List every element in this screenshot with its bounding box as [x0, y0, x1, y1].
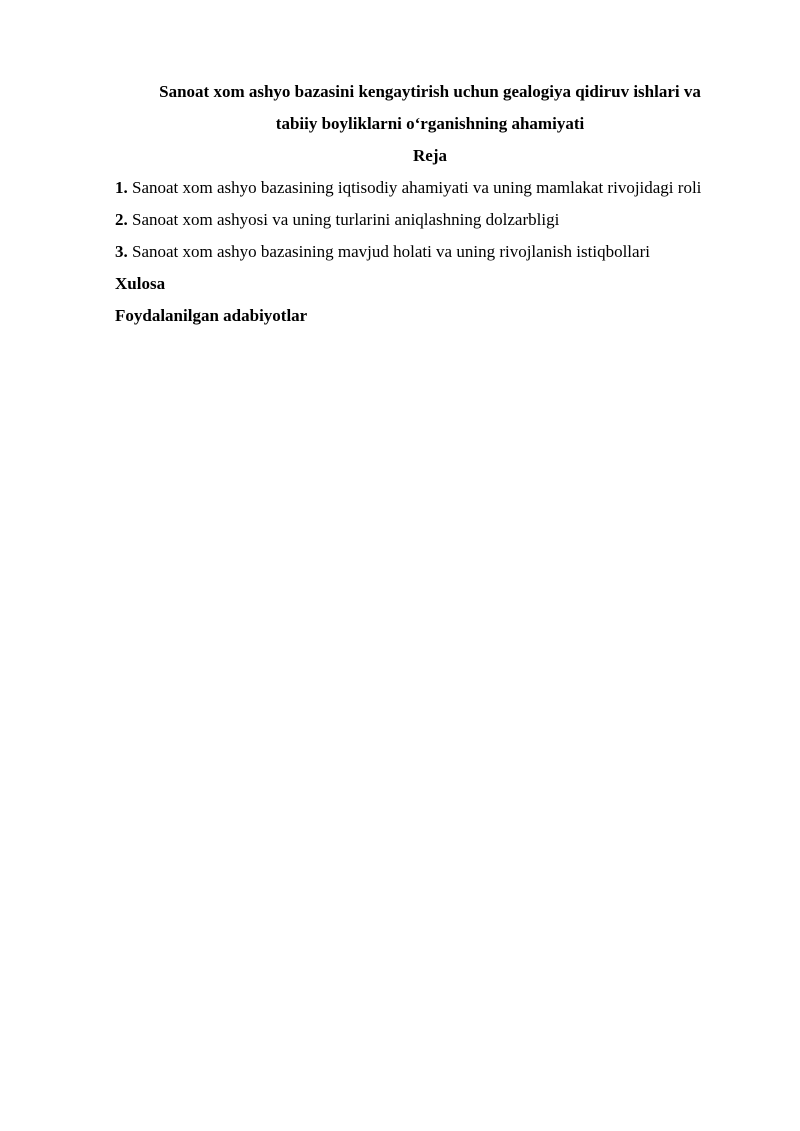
plan-item-number: 1.: [115, 178, 128, 197]
references-heading: Foydalanilgan adabiyotlar: [115, 306, 308, 325]
document-title: [115, 76, 735, 140]
plan-item-3: [115, 236, 735, 268]
plan-item-text: Sanoat xom ashyo bazasining iqtisodiy ahamiyati va uning mamlakat rivojidagi roli: [132, 178, 702, 197]
conclusion-heading: Xulosa: [115, 274, 166, 293]
plan-item-number: 2.: [115, 210, 128, 229]
plan-list: [115, 172, 735, 268]
title-line-2: tabiiy boyliklarni o‘rganishning ahamiyati: [275, 114, 585, 133]
title-line-1: Sanoat xom ashyo bazasini kengaytirish uchun gealogiya qidiruv ishlari va: [159, 82, 701, 101]
plan-item-number: 3.: [115, 242, 128, 261]
plan-heading: Reja: [413, 146, 447, 165]
plan-item-1: [115, 172, 735, 204]
plan-item-text: Sanoat xom ashyo bazasining mavjud holati va uning rivojlanish istiqbollari: [132, 242, 650, 261]
plan-item-2: [115, 204, 735, 236]
plan-item-text: Sanoat xom ashyosi va uning turlarini aniqlashning dolzarbligi: [132, 210, 560, 229]
document-content: [115, 76, 735, 332]
